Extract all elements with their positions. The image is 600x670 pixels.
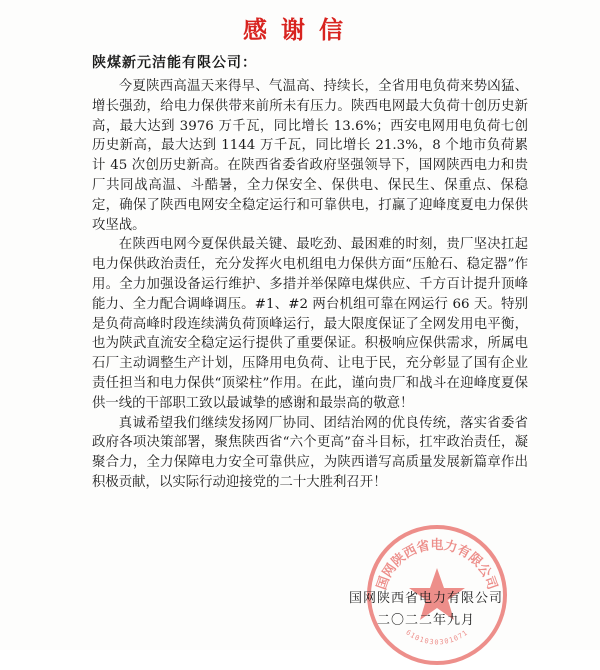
letter-body [92, 77, 528, 493]
signature-date: 二〇二二年九月 [376, 613, 475, 628]
letter-title: 感谢信 [243, 16, 357, 44]
letter-addressee: 陕煤新元洁能有限公司： [92, 55, 257, 71]
signature-organization: 国网陕西省电力有限公司 [348, 591, 503, 606]
body-paragraph-3: 真诚希望我们继续发扬网厂协同、团结治网的优良传统，落实省委省政府各项决策部署，聚焦陕西省“六个更高”奋斗目标，扛牢政治责任，凝聚合力，全力保障电力安全可靠供应，为陕西谱写高质量发展新篇章作出积极贡献，以实际行动迎接党的二十大胜利召开！ [92, 415, 528, 490]
body-paragraph-1: 今夏陕西高温天来得早、气温高、持续长，全省用电负荷来势凶猛、增长强劲，给电力保供带来前所未有压力。陕西电网最大负荷十创历史新高，最大达到 3976 万千瓦，同比增长 13.6%；西安电网用电负荷七创历史新高，最大达到 1144 万千瓦，同比增长 21.3%，8 个地市负荷累计 45 次创历史新高。在陕西省委省政府坚强领导下，国网陕西电力和贵厂共同战高温、斗酷暑，全力保安全、保供电、保民生、保重点、保稳定，确保了陕西电网安全稳定运行和可靠供电，打赢了迎峰度夏电力保供攻坚战。 [92, 79, 528, 233]
signature-block [338, 588, 514, 632]
seal-code: 6101030301071 [404, 628, 470, 647]
seal-text: 国网陕西省电力有限公司 [374, 538, 500, 592]
body-paragraph-2: 在陕西电网今夏保供最关键、最吃劲、最困难的时刻，贵厂坚决扛起电力保供政治责任，充分发挥火电机组电力保供方面“压舱石、稳定器”作用。全力加强设备运行维护、多措并举保障电煤供应、千方百计提升顶峰能力、全力配合调峰调压。#1、#2 两台机组可靠在网运行 66 天。特别是负荷高峰时段连续满负荷顶峰运行，最大限度保证了全网发用电平衡，也为陕武直流安全稳定运行提供了重要保证。积极响应保供需求，所属电石厂主动调整生产计划，压降用电负荷、让电于民，充分彰显了国有企业责任担当和电力保供“顶梁柱”作用。在此，谨向贵厂和战斗在迎峰度夏保供一线的干部职工致以最诚挚的感谢和最崇高的敬意！ [92, 237, 528, 411]
